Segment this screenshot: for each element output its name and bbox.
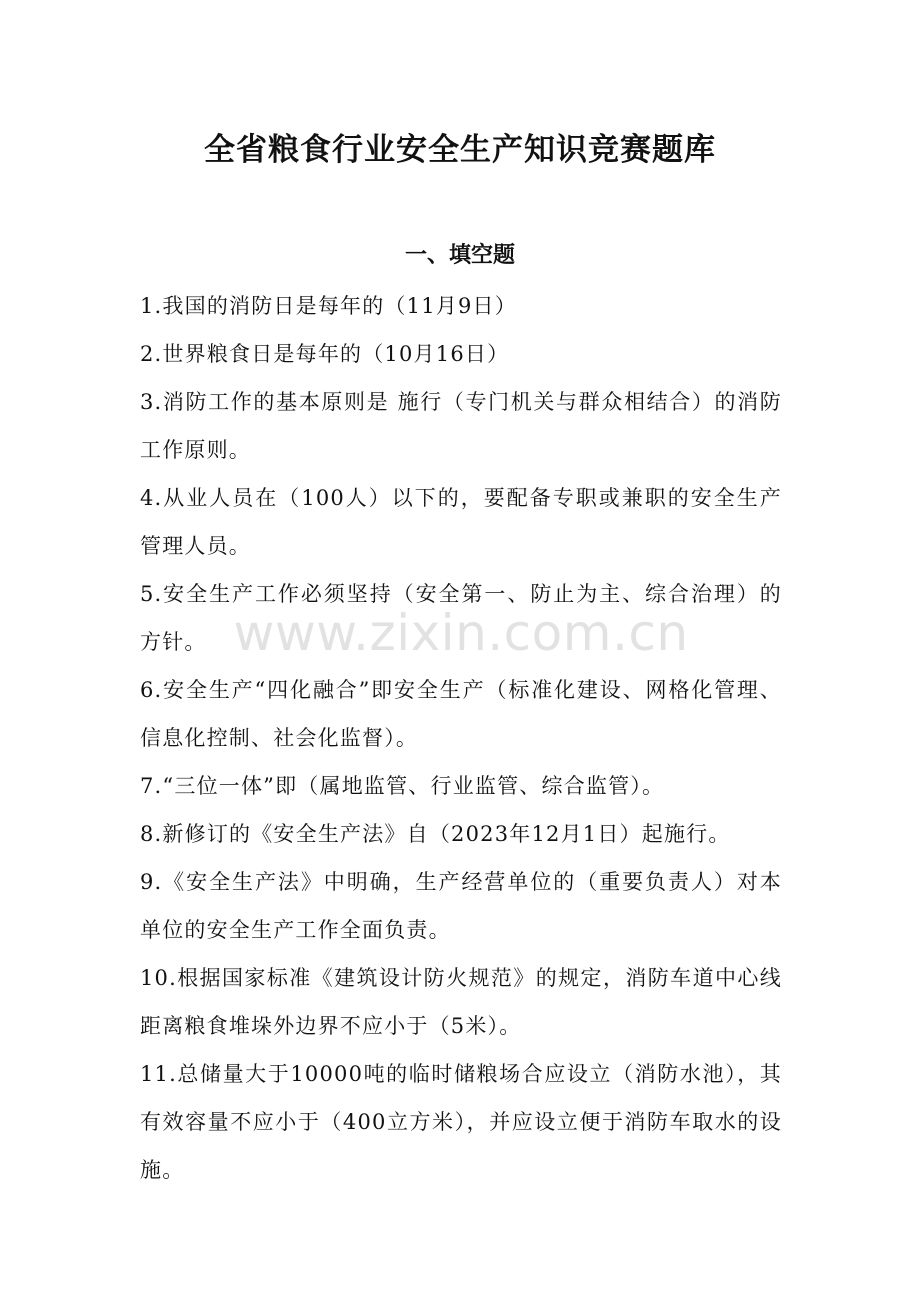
question-item: 1.我国的消防日是每年的（11月9日） <box>140 294 517 318</box>
question-item: 2.世界粮食日是每年的（10月16日） <box>140 342 510 366</box>
question-item: 3.消防工作的基本原则是 施行（专门机关与群众相结合）的消防工作原则。 <box>140 390 782 462</box>
question-list <box>140 282 782 1194</box>
section-heading: 一、填空题 <box>404 243 515 268</box>
question-item: 9.《安全生产法》中明确，生产经营单位的（重要负责人）对本单位的安全生产工作全面负责。 <box>140 870 782 942</box>
question-item: 10.根据国家标准《建筑设计防火规范》的规定，消防车道中心线距离粮食堆垛外边界不应小于（5米）。 <box>140 966 782 1038</box>
question-item: 4.从业人员在（100人）以下的，要配备专职或兼职的安全生产管理人员。 <box>140 486 782 558</box>
question-item: 6.安全生产“四化融合”即安全生产（标准化建设、网格化管理、信息化控制、社会化监督）。 <box>140 678 782 750</box>
question-item: 5.安全生产工作必须坚持（安全第一、防止为主、综合治理）的方针。 <box>140 582 782 654</box>
page-title: 全省粮食行业安全生产知识竞赛题库 <box>204 132 716 168</box>
question-item: 7.“三位一体”即（属地监管、行业监管、综合监管）。 <box>140 774 665 798</box>
question-item: 8.新修订的《安全生产法》自（2023年12月1日）起施行。 <box>140 822 731 846</box>
question-item: 11.总储量大于10000吨的临时储粮场合应设立（消防水池），其有效容量不应小于（400立方米），并应设立便于消防车取水的设施。 <box>140 1062 782 1182</box>
watermark-text: www.zixin.com.cn <box>233 604 689 662</box>
